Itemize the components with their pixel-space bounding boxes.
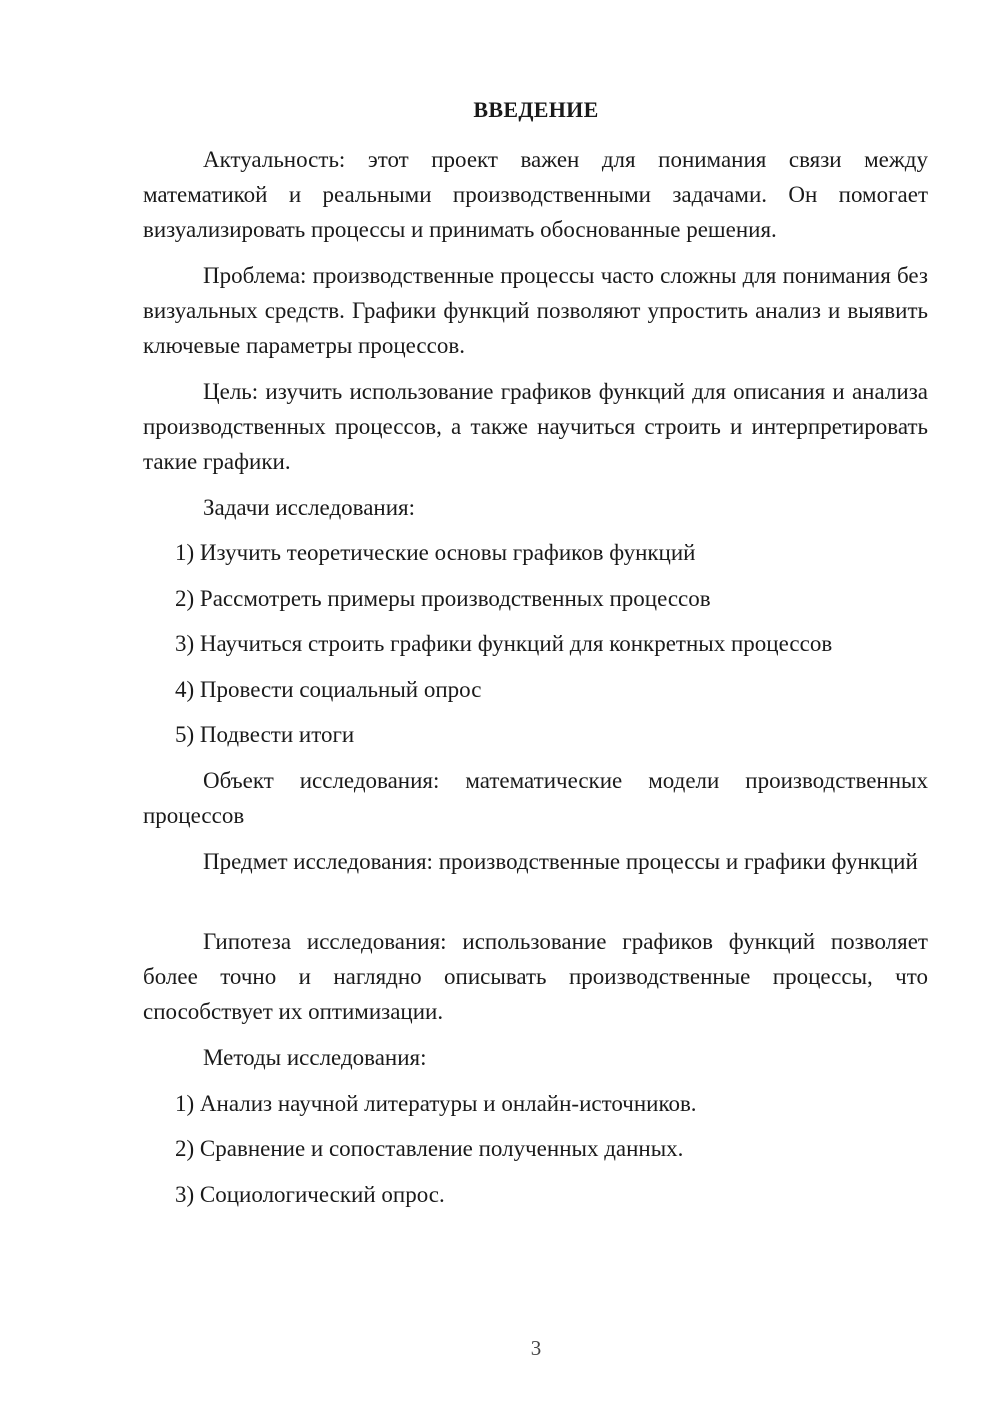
paragraph-hypothesis bbox=[143, 924, 928, 1029]
task-item: 1) Изучить теоретические основы графиков функций bbox=[175, 540, 696, 565]
page-number: 3 bbox=[530, 1336, 542, 1360]
task-item: 5) Подвести итоги bbox=[175, 722, 355, 747]
subject-text: Предмет исследования: производственные процессы и графики функций bbox=[203, 849, 918, 874]
paragraph-object bbox=[143, 763, 928, 833]
goal-text: Цель: изучить использование графиков функций для описания и анализа производственных процессов, а также научиться строить и интерпретировать такие графики. bbox=[143, 379, 928, 474]
paragraph-problem bbox=[143, 258, 928, 363]
method-item: 1) Анализ научной литературы и онлайн-источников. bbox=[175, 1091, 697, 1116]
paragraph-goal bbox=[143, 374, 928, 479]
method-item: 3) Социологический опрос. bbox=[175, 1182, 445, 1207]
task-item: 3) Научиться строить графики функций для конкретных процессов bbox=[175, 631, 833, 656]
methods-heading: Методы исследования: bbox=[203, 1045, 427, 1070]
object-text: Объект исследования: математические модели производственных процессов bbox=[143, 768, 928, 828]
task-item: 4) Провести социальный опрос bbox=[175, 677, 482, 702]
hypothesis-text: Гипотеза исследования: использование графиков функций позволяет более точно и наглядно описывать производственные процессы, что способствует их оптимизации. bbox=[143, 929, 928, 1024]
tasks-heading: Задачи исследования: bbox=[203, 495, 416, 520]
method-item: 2) Сравнение и сопоставление полученных данных. bbox=[175, 1136, 684, 1161]
problem-text: Проблема: производственные процессы часто сложны для понимания без визуальных средств. Графики функций позволяют упростить анализ и выявить ключевые параметры процессов. bbox=[143, 263, 928, 358]
task-item: 2) Рассмотреть примеры производственных процессов bbox=[175, 586, 711, 611]
relevance-text: Актуальность: этот проект важен для понимания связи между математикой и реальными производственными задачами. Он помогает визуализировать процессы и принимать обоснованные решения. bbox=[143, 147, 928, 242]
paragraph-relevance bbox=[143, 142, 928, 247]
paragraph-subject bbox=[143, 844, 928, 879]
page-title: ВВЕДЕНИЕ bbox=[473, 97, 599, 122]
